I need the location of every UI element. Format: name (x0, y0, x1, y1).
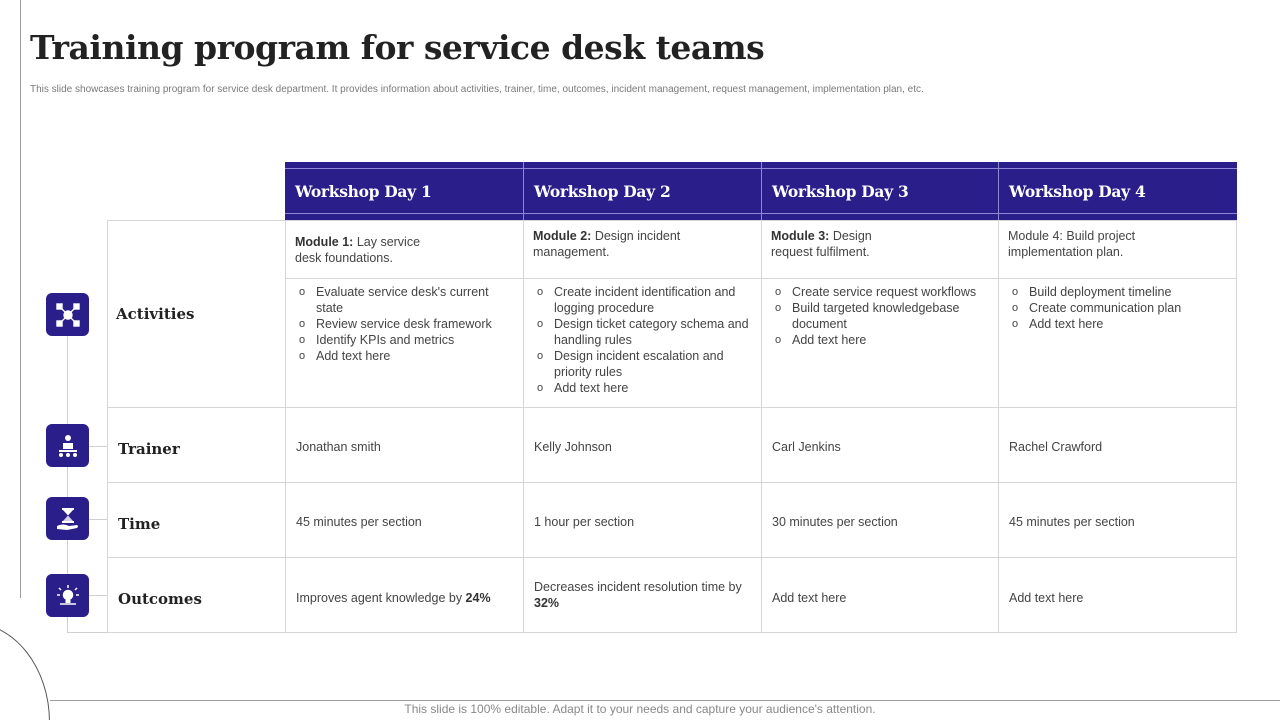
module-cell-2 (533, 228, 683, 260)
list-item: o Add text here (533, 380, 751, 396)
time-value-1: 45 minutes per section (296, 515, 422, 529)
list-item: o Create incident identification and logging procedure (533, 284, 751, 316)
hourglass-hand-icon (46, 497, 89, 540)
network-icon (46, 293, 89, 336)
outcome-value: 24% (465, 591, 491, 605)
outcome-1 (296, 590, 511, 606)
module-cell-4 (1008, 228, 1168, 260)
module-label: Module 3: (771, 229, 830, 243)
module-text: Lay service desk foundations. (295, 235, 421, 265)
row-label-time: Time (118, 515, 161, 533)
grid-line (761, 220, 762, 633)
header-day-3: Workshop Day 3 (761, 162, 999, 220)
module-label: Module 1: (295, 235, 354, 249)
connector-stub (67, 632, 107, 633)
outcome-text: Add text here (772, 591, 847, 605)
trainer-name-2: Kelly Johnson (534, 440, 612, 454)
activities-list-1 (295, 284, 510, 364)
connector-stub (89, 519, 107, 520)
activities-list-3 (771, 284, 981, 348)
activities-list-2 (533, 284, 751, 396)
time-value-2: 1 hour per section (534, 515, 635, 529)
module-cell-1 (295, 234, 445, 266)
outcome-text: Add text here (1009, 591, 1084, 605)
list-item: o Build targeted knowledgebase document (771, 300, 981, 332)
grid-line (998, 220, 999, 633)
time-value-4: 45 minutes per section (1009, 515, 1135, 529)
outcome-value: 32% (534, 596, 560, 610)
list-item: o Build deployment timeline (1008, 284, 1228, 300)
grid-line (1236, 220, 1237, 633)
row-label-activities: Activities (116, 305, 195, 323)
grid-line (523, 220, 524, 633)
grid-line (107, 557, 1237, 558)
left-rule (20, 0, 21, 598)
grid-line (107, 220, 1237, 221)
list-item: o Evaluate service desk's current state (295, 284, 510, 316)
grid-line (285, 220, 286, 633)
connector-stub (89, 446, 107, 447)
module-cell-3 (771, 228, 901, 260)
list-item: o Add text here (771, 332, 981, 348)
row-label-outcomes: Outcomes (118, 590, 202, 608)
outcome-text: Decreases incident resolution time by (534, 580, 742, 594)
outcome-3 (772, 590, 982, 606)
trainer-name-1: Jonathan smith (296, 440, 381, 454)
list-item: o Add text here (1008, 316, 1228, 332)
list-item: o Identify KPIs and metrics (295, 332, 510, 348)
outcome-2 (534, 579, 746, 611)
header-day-2: Workshop Day 2 (523, 162, 761, 220)
list-item: o Review service desk framework (295, 316, 510, 332)
grid-line (107, 220, 108, 633)
connector-stub (89, 595, 107, 596)
list-item: o Create service request workflows (771, 284, 981, 300)
module-text: Design incident management. (533, 229, 681, 259)
trainer-name-3: Carl Jenkins (772, 440, 841, 454)
time-value-3: 30 minutes per section (772, 515, 898, 529)
list-item: o Design ticket category schema and handling rules (533, 316, 751, 348)
grid-line (107, 482, 1237, 483)
outcome-4 (1009, 590, 1219, 606)
bottom-rule (50, 700, 1280, 701)
row-label-trainer: Trainer (118, 440, 180, 458)
list-item: o Create communication plan (1008, 300, 1228, 316)
presenter-icon (46, 424, 89, 467)
grid-line (107, 407, 1237, 408)
page-title: Training program for service desk teams (30, 28, 765, 67)
page-subtitle: This slide showcases training program for service desk department. It provides information about activities, trainer, time, outcomes, incident management, request management, implementation plan, etc. (30, 84, 924, 95)
trainer-name-4: Rachel Crawford (1009, 440, 1103, 454)
footer-note: This slide is 100% editable. Adapt it to your needs and capture your audience's attention. (404, 702, 876, 716)
activities-list-4 (1008, 284, 1228, 332)
table-header-row (285, 162, 1237, 220)
header-day-4: Workshop Day 4 (998, 162, 1236, 220)
list-item: o Add text here (295, 348, 510, 364)
list-item: o Design incident escalation and priority rules (533, 348, 751, 380)
training-table (107, 162, 1237, 634)
idea-bulb-icon (46, 574, 89, 617)
header-day-1: Workshop Day 1 (295, 182, 432, 201)
module-text: Module 4: Build project implementation plan. (1008, 229, 1136, 259)
module-text: Design request fulfilment. (771, 229, 872, 259)
outcome-text: Improves agent knowledge by (296, 591, 466, 605)
grid-line (107, 632, 1237, 633)
module-label: Module 2: (533, 229, 592, 243)
